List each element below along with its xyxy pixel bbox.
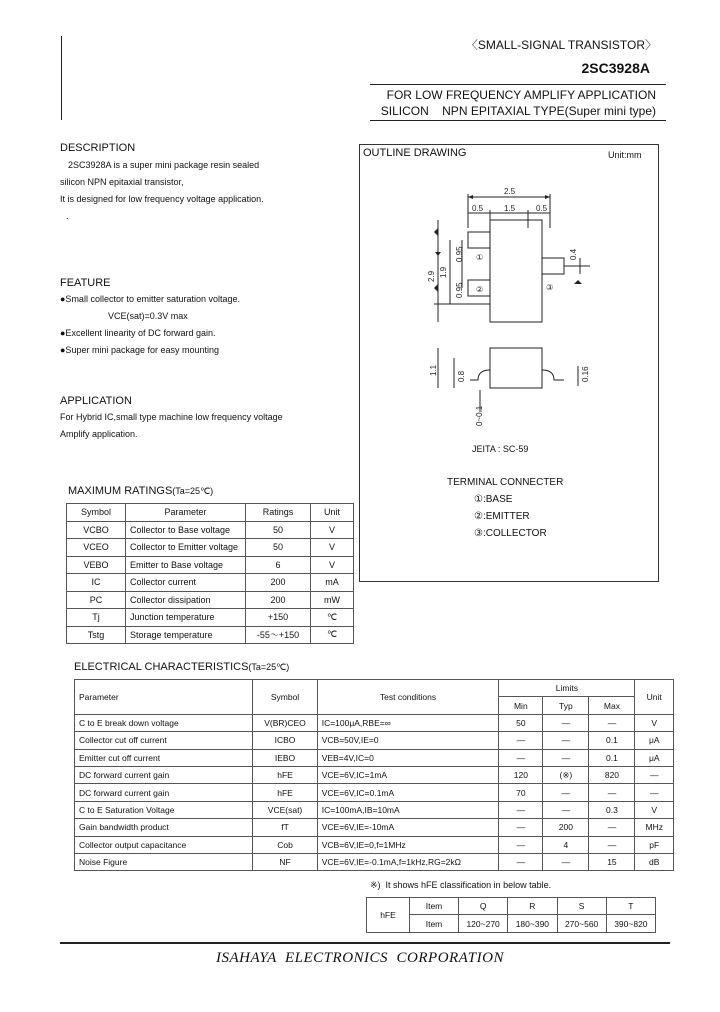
cell-min: — xyxy=(499,749,543,766)
cell-unit: μA xyxy=(635,732,674,749)
table-row xyxy=(67,591,354,609)
cell-value: 200 xyxy=(246,591,311,609)
cell-unit: V xyxy=(311,521,354,539)
cell-conditions: VCB=50V,IE=0 xyxy=(317,732,499,749)
row-item-label: Item xyxy=(410,915,459,932)
cell-max: — xyxy=(589,714,635,731)
dim-mid: 1.5 xyxy=(504,204,516,213)
cell-value: 50 xyxy=(246,539,311,557)
cell-typ: — xyxy=(543,853,589,870)
table-header-row xyxy=(67,504,354,522)
cell-max: 0.1 xyxy=(589,749,635,766)
dim-right: 0.5 xyxy=(536,204,548,213)
table-row xyxy=(67,626,354,644)
cell-max: 0.3 xyxy=(589,801,635,818)
table-row xyxy=(75,853,674,870)
cell-parameter: C to E break down voltage xyxy=(75,714,253,731)
terminal-emitter: ②:EMITTER xyxy=(474,511,530,522)
cell-min: 50 xyxy=(499,714,543,731)
dim-h-total: 2.9 xyxy=(427,270,436,282)
dim-standoff: 0~0.1 xyxy=(475,405,484,426)
cell-value: +150 xyxy=(246,609,311,627)
col-parameter: Parameter xyxy=(75,680,253,715)
cell-typ: — xyxy=(543,732,589,749)
cell-typ: — xyxy=(543,714,589,731)
cell-unit: μA xyxy=(635,749,674,766)
application-line: Amplify application. xyxy=(60,429,138,439)
electrical-title-text: ELECTRICAL CHARACTERISTICS xyxy=(74,661,249,673)
table-row xyxy=(75,784,674,801)
cell-parameter: DC forward current gain xyxy=(75,766,253,783)
cell-conditions: IC=100μA,RBE=∞ xyxy=(317,714,499,731)
feature-line: ●Super mini package for easy mounting xyxy=(60,345,220,355)
feature-line: ●Excellent linearity of DC forward gain. xyxy=(60,328,216,338)
col-min: Min xyxy=(499,697,543,714)
table-row xyxy=(75,801,674,818)
cell-typ: — xyxy=(543,784,589,801)
cell-parameter: Collector cut off current xyxy=(75,732,253,749)
cell-symbol: Tj xyxy=(67,609,126,627)
feature-line: VCE(sat)=0.3V max xyxy=(108,311,188,321)
cell-parameter: Noise Figure xyxy=(75,853,253,870)
col-unit: Unit xyxy=(635,680,674,715)
col-symbol: Symbol xyxy=(253,680,317,715)
hfe-note: ※) It shows hFE classification in below table. xyxy=(370,880,552,890)
max-ratings-title xyxy=(68,485,213,497)
cell-conditions: VCE=6V,IE=-0.1mA,f=1kHz,RG=2kΩ xyxy=(317,853,499,870)
cell-max: — xyxy=(589,819,635,836)
dim-h-c: 0.95 xyxy=(455,282,464,298)
col-limits: Limits xyxy=(499,680,635,697)
outline-unit: Unit:mm xyxy=(608,150,642,160)
cell-parameter: Gain bandwidth product xyxy=(75,819,253,836)
max-ratings-condition: (Ta=25℃) xyxy=(172,486,214,496)
cell-symbol: VCE(sat) xyxy=(253,801,317,818)
part-number: 2SC3928A xyxy=(581,60,650,76)
cell-symbol: V(BR)CEO xyxy=(253,714,317,731)
pin-3-mark: ③ xyxy=(546,283,554,292)
cell-parameter: Collector to Emitter voltage xyxy=(126,539,246,557)
cell-max: 0.1 xyxy=(589,732,635,749)
max-ratings-title-text: MAXIMUM RATINGS xyxy=(68,485,173,497)
cell-unit: V xyxy=(311,556,354,574)
table-row xyxy=(67,609,354,627)
col-t: T xyxy=(606,898,655,915)
cell-value: 6 xyxy=(246,556,311,574)
cell-symbol: VCEO xyxy=(67,539,126,557)
description-line: 2SC3928A is a super mini package resin sealed xyxy=(68,160,260,170)
cell-symbol: PC xyxy=(67,591,126,609)
cell-unit: — xyxy=(635,784,674,801)
header-rule-1 xyxy=(370,84,666,85)
electrical-table xyxy=(74,679,674,871)
table-header-row xyxy=(75,680,674,697)
cell-symbol: IEBO xyxy=(253,749,317,766)
cell-symbol: Cob xyxy=(253,836,317,853)
col-q: Q xyxy=(459,898,508,915)
application-line: For Hybrid IC,small type machine low frequency voltage xyxy=(60,412,283,422)
cell-min: — xyxy=(499,801,543,818)
cell-value: 50 xyxy=(246,521,311,539)
pin-2-mark: ② xyxy=(476,285,484,294)
table-row xyxy=(67,574,354,592)
cell-symbol: VCBO xyxy=(67,521,126,539)
table-row xyxy=(75,749,674,766)
description-line: silicon NPN epitaxial transistor, xyxy=(60,177,184,187)
cell-conditions: VCE=6V,IE=-10mA xyxy=(317,819,499,836)
cell-parameter: Emitter cut off current xyxy=(75,749,253,766)
application-title: APPLICATION xyxy=(60,395,132,407)
col-max: Max xyxy=(589,697,635,714)
cell-unit: MHz xyxy=(635,819,674,836)
dim-left: 0.5 xyxy=(472,204,484,213)
cell-unit: mA xyxy=(311,574,354,592)
type-line: SILICON NPN EPITAXIAL TYPE(Super mini type) xyxy=(380,104,656,118)
application-line: FOR LOW FREQUENCY AMPLIFY APPLICATION xyxy=(386,88,656,102)
header-left-rule xyxy=(61,36,62,120)
col-unit: Unit xyxy=(311,504,354,522)
hfe-label: hFE xyxy=(367,898,410,933)
cell-max: — xyxy=(589,836,635,853)
table-row xyxy=(75,836,674,853)
table-row xyxy=(75,714,674,731)
cell-symbol: NF xyxy=(253,853,317,870)
col-r: R xyxy=(508,898,557,915)
cell-parameter: Storage temperature xyxy=(126,626,246,644)
cell-parameter: Collector to Base voltage xyxy=(126,521,246,539)
dim-thick2: 0.8 xyxy=(457,370,466,382)
cell-parameter: Junction temperature xyxy=(126,609,246,627)
cell-typ: 4 xyxy=(543,836,589,853)
cell-symbol: hFE xyxy=(253,784,317,801)
cell-symbol: VEBO xyxy=(67,556,126,574)
cell-min: — xyxy=(499,836,543,853)
col-item: Item xyxy=(410,898,459,915)
cell-value: 200 xyxy=(246,574,311,592)
cell-typ: — xyxy=(543,749,589,766)
package-outline-drawing xyxy=(400,180,620,440)
cell-unit: V xyxy=(311,539,354,557)
cell-q: 120~270 xyxy=(459,915,508,932)
col-typ: Typ xyxy=(543,697,589,714)
terminal-title: TERMINAL CONNECTER xyxy=(447,477,564,488)
pin-1-mark: ① xyxy=(476,253,484,262)
cell-parameter: C to E Saturation Voltage xyxy=(75,801,253,818)
cell-symbol: fT xyxy=(253,819,317,836)
description-title: DESCRIPTION xyxy=(60,142,136,154)
table-row xyxy=(75,766,674,783)
max-ratings-table xyxy=(66,503,354,644)
terminal-base: ①:BASE xyxy=(474,494,513,505)
cell-parameter: DC forward current gain xyxy=(75,784,253,801)
table-row xyxy=(75,819,674,836)
cell-unit: V xyxy=(635,714,674,731)
cell-conditions: VCE=6V,IC=1mA xyxy=(317,766,499,783)
electrical-title xyxy=(74,661,289,673)
cell-parameter: Collector dissipation xyxy=(126,591,246,609)
cell-unit: ℃ xyxy=(311,609,354,627)
cell-conditions: VCB=6V,IE=0,f=1MHz xyxy=(317,836,499,853)
description-line: It is designed for low frequency voltage application. xyxy=(60,194,264,204)
description-line: . xyxy=(66,211,69,221)
col-parameter: Parameter xyxy=(126,504,246,522)
col-symbol: Symbol xyxy=(67,504,126,522)
hfe-class-table xyxy=(366,897,656,933)
cell-unit: V xyxy=(635,801,674,818)
dim-lead: 0.4 xyxy=(569,248,578,260)
col-conditions: Test conditions xyxy=(317,680,499,715)
dim-h-a: 1.9 xyxy=(439,266,448,278)
jeita-label: JEITA : SC-59 xyxy=(472,444,529,454)
feature-title: FEATURE xyxy=(60,277,111,289)
cell-conditions: VEB=4V,IC=0 xyxy=(317,749,499,766)
table-row xyxy=(67,539,354,557)
table-row xyxy=(367,915,656,932)
cell-typ: — xyxy=(543,801,589,818)
dim-width: 2.5 xyxy=(504,187,516,196)
dim-thick1: 1.1 xyxy=(429,364,438,376)
cell-symbol: Tstg xyxy=(67,626,126,644)
cell-s: 270~560 xyxy=(557,915,606,932)
dim-lead-t: 0.16 xyxy=(581,366,590,382)
cell-unit: ℃ xyxy=(311,626,354,644)
cell-conditions: VCE=6V,IC=0.1mA xyxy=(317,784,499,801)
terminal-collector: ③:COLLECTOR xyxy=(474,528,547,539)
header-rule-2 xyxy=(370,120,666,121)
cell-conditions: IC=100mA,IB=10mA xyxy=(317,801,499,818)
table-row xyxy=(67,556,354,574)
table-row xyxy=(67,521,354,539)
cell-unit: — xyxy=(635,766,674,783)
cell-symbol: IC xyxy=(67,574,126,592)
outline-title: OUTLINE DRAWING xyxy=(363,147,467,159)
cell-min: 120 xyxy=(499,766,543,783)
table-row xyxy=(75,732,674,749)
cell-unit: pF xyxy=(635,836,674,853)
cell-unit: dB xyxy=(635,853,674,870)
col-s: S xyxy=(557,898,606,915)
cell-parameter: Collector output capacitance xyxy=(75,836,253,853)
table-header-row xyxy=(367,898,656,915)
footer-rule xyxy=(60,942,670,944)
cell-parameter: Collector current xyxy=(126,574,246,592)
cell-max: 820 xyxy=(589,766,635,783)
cell-min: — xyxy=(499,732,543,749)
cell-min: — xyxy=(499,819,543,836)
cell-r: 180~390 xyxy=(508,915,557,932)
cell-typ: 200 xyxy=(543,819,589,836)
cell-min: 70 xyxy=(499,784,543,801)
cell-value: -55～+150 xyxy=(246,626,311,644)
cell-min: — xyxy=(499,853,543,870)
cell-t: 390~820 xyxy=(606,915,655,932)
cell-max: 15 xyxy=(589,853,635,870)
dim-h-b: 0.95 xyxy=(455,246,464,262)
col-ratings: Ratings xyxy=(246,504,311,522)
cell-unit: mW xyxy=(311,591,354,609)
cell-symbol: hFE xyxy=(253,766,317,783)
cell-symbol: ICBO xyxy=(253,732,317,749)
cell-parameter: Emitter to Base voltage xyxy=(126,556,246,574)
cell-typ: (※) xyxy=(543,766,589,783)
company-name: ISAHAYA ELECTRONICS CORPORATION xyxy=(216,950,504,966)
cell-max: — xyxy=(589,784,635,801)
feature-line: ●Small collector to emitter saturation voltage. xyxy=(60,294,241,304)
electrical-condition: (Ta=25℃) xyxy=(248,662,290,672)
category-label: 〈SMALL-SIGNAL TRANSISTOR〉 xyxy=(465,38,657,52)
